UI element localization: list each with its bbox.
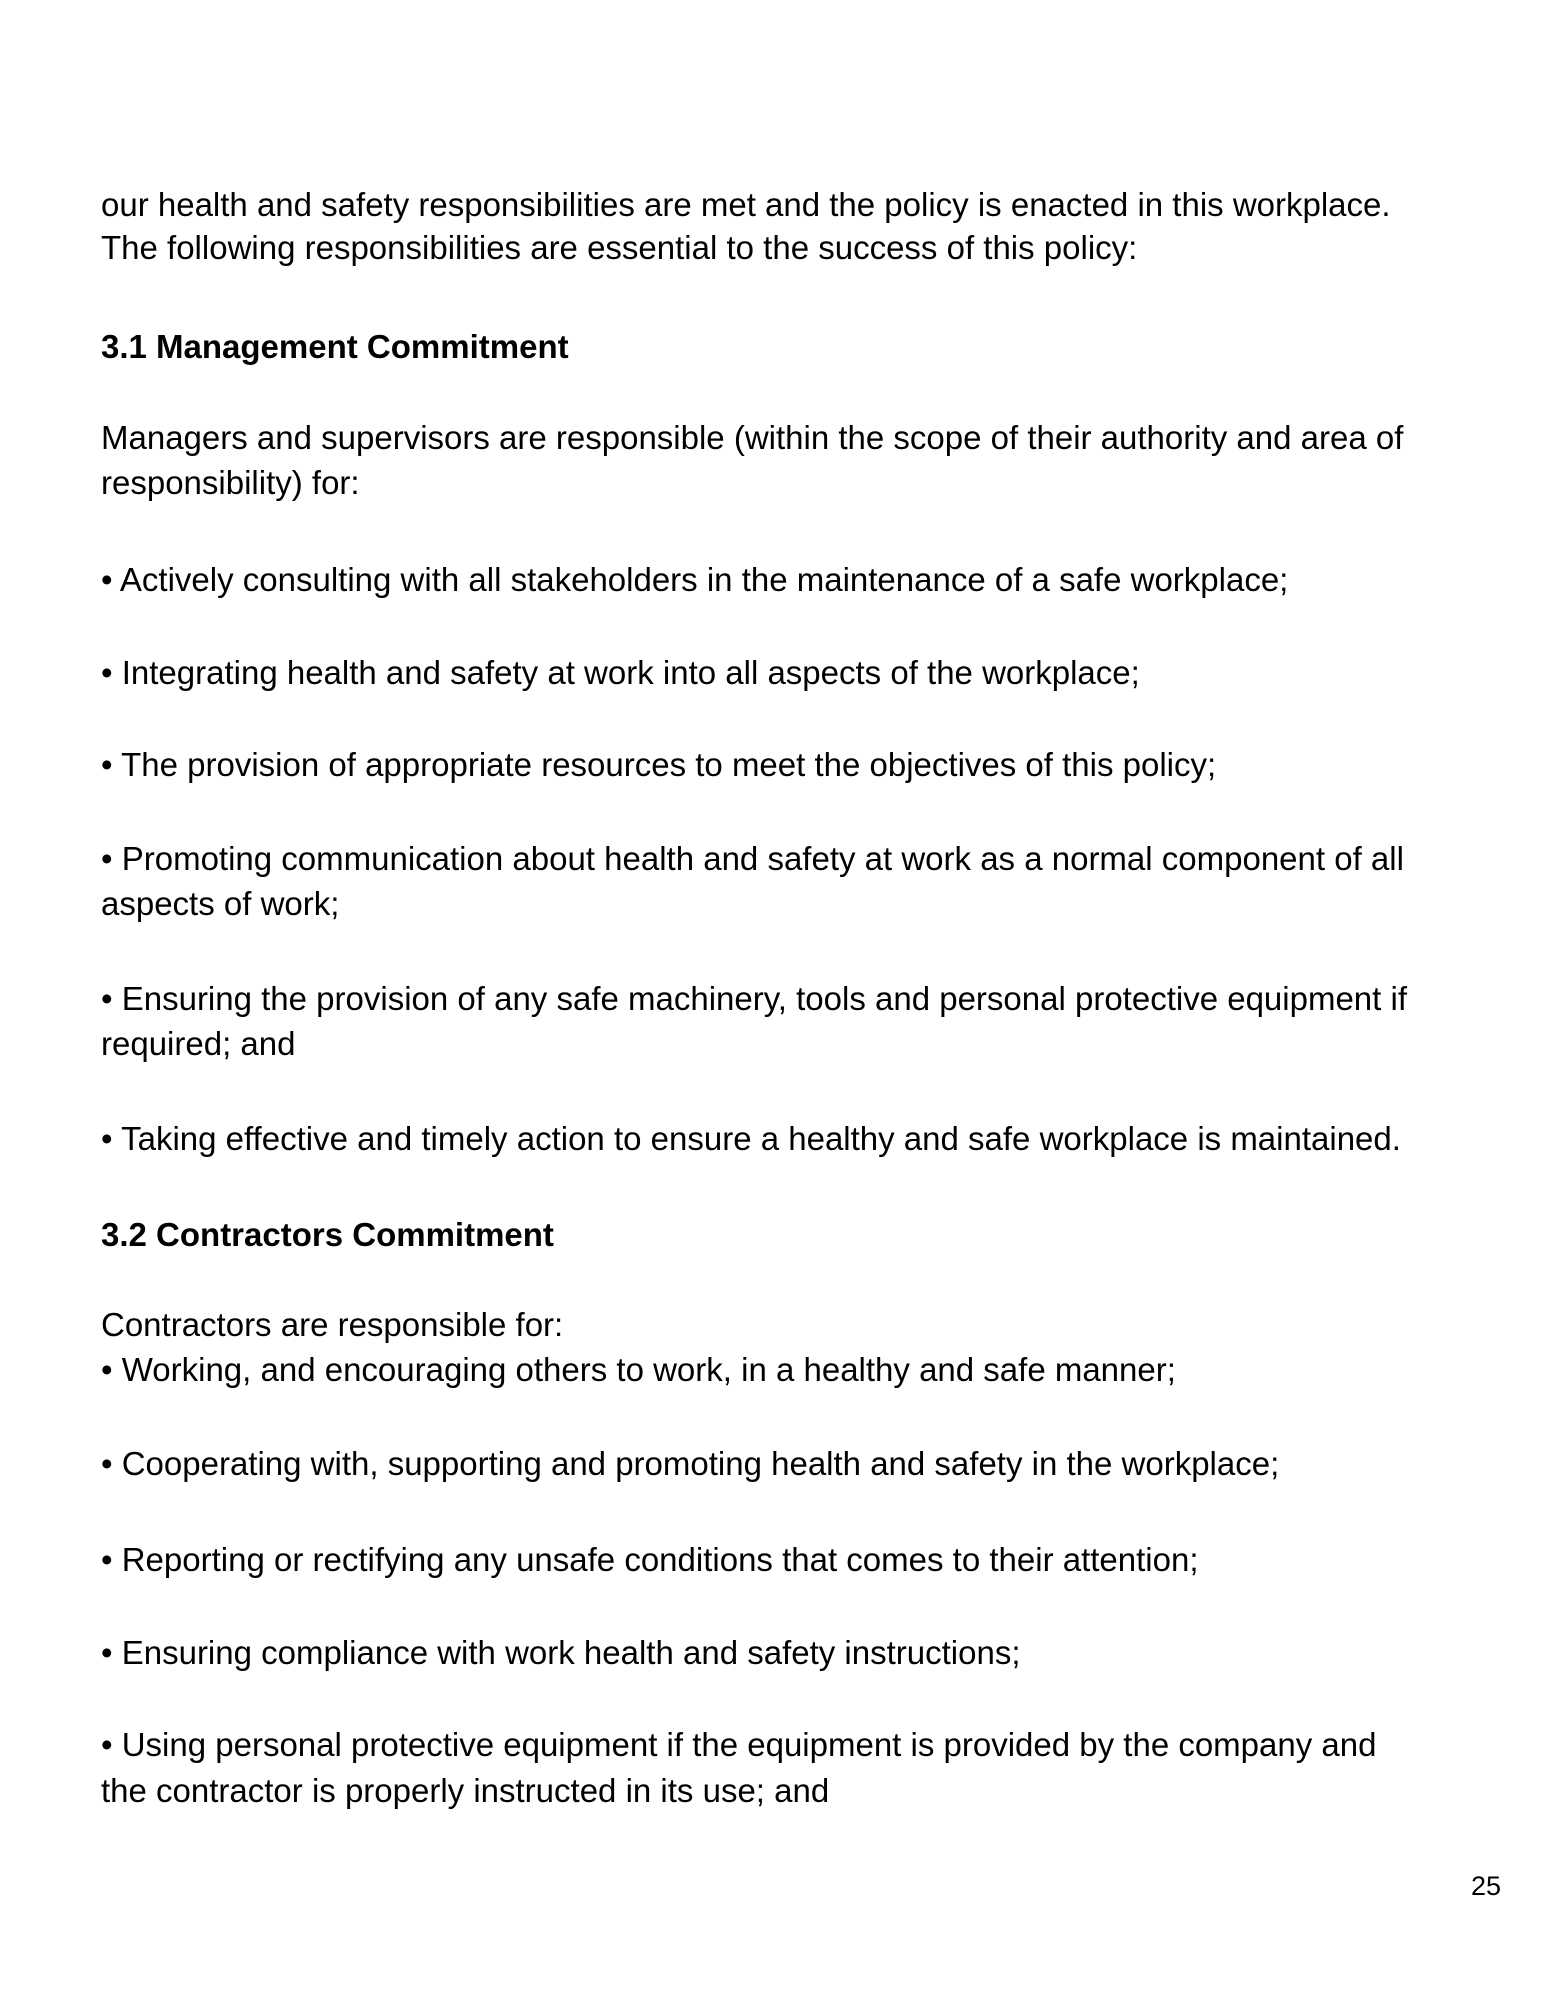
bullet-item: • Taking effective and timely action to ensure a healthy and safe workplace is maintained. bbox=[101, 1120, 1401, 1157]
section-3-1-lead-line-2: responsibility) for: bbox=[101, 464, 360, 501]
bullet-item-continuation: the contractor is properly instructed in its use; and bbox=[101, 1772, 830, 1809]
bullet-item-continuation: aspects of work; bbox=[101, 885, 340, 922]
bullet-item: • Working, and encouraging others to work, in a healthy and safe manner; bbox=[101, 1351, 1176, 1388]
bullet-item: • Promoting communication about health and safety at work as a normal component of all bbox=[101, 840, 1404, 877]
section-3-2-lead-line-1: Contractors are responsible for: bbox=[101, 1306, 564, 1343]
section-3-1-heading: 3.1 Management Commitment bbox=[101, 328, 569, 365]
bullet-item: • Ensuring the provision of any safe machinery, tools and personal protective equipment if bbox=[101, 980, 1407, 1017]
intro-line-1: our health and safety responsibilities are met and the policy is enacted in this workplace. bbox=[101, 186, 1391, 223]
bullet-item: • Actively consulting with all stakeholders in the maintenance of a safe workplace; bbox=[101, 561, 1289, 598]
section-3-1-lead-line-1: Managers and supervisors are responsible (within the scope of their authority and area of bbox=[101, 419, 1404, 456]
page-number: 25 bbox=[1471, 1871, 1502, 1901]
bullet-item: • The provision of appropriate resources to meet the objectives of this policy; bbox=[101, 746, 1217, 783]
bullet-item: • Ensuring compliance with work health and safety instructions; bbox=[101, 1634, 1021, 1671]
section-3-2-heading: 3.2 Contractors Commitment bbox=[101, 1216, 554, 1253]
bullet-item-continuation: required; and bbox=[101, 1025, 296, 1062]
bullet-item: • Integrating health and safety at work into all aspects of the workplace; bbox=[101, 654, 1140, 691]
bullet-item: • Using personal protective equipment if the equipment is provided by the company and bbox=[101, 1726, 1377, 1763]
bullet-item: • Cooperating with, supporting and promoting health and safety in the workplace; bbox=[101, 1445, 1280, 1482]
intro-line-2: The following responsibilities are essential to the success of this policy: bbox=[101, 229, 1138, 266]
bullet-item: • Reporting or rectifying any unsafe conditions that comes to their attention; bbox=[101, 1541, 1199, 1578]
